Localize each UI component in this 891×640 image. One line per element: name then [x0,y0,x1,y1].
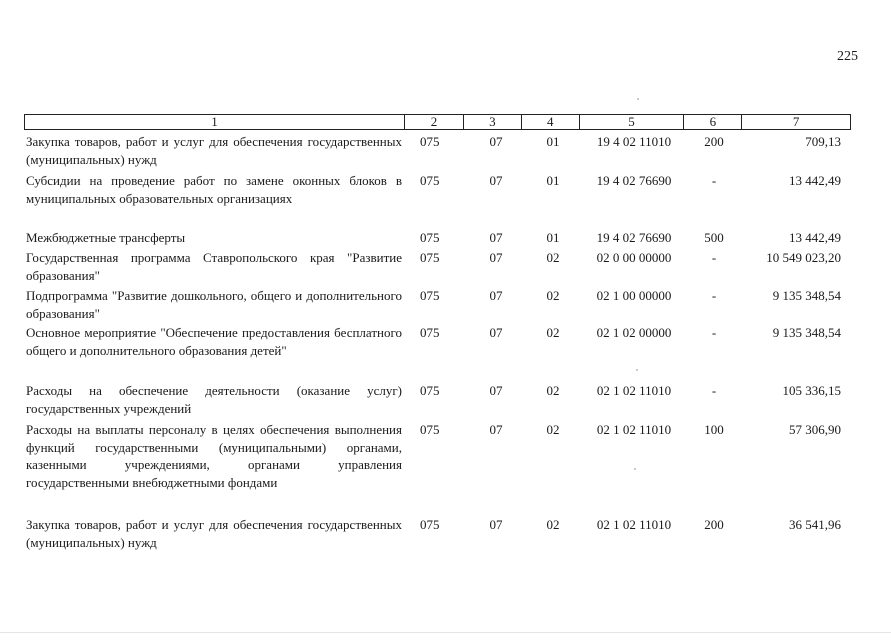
cell-section: 07 [489,250,503,265]
cell-expense-type: - [711,325,717,340]
cell-amount: 36 541,96 [789,517,841,532]
cell-expense-type: 500 [704,230,724,245]
cell-section: 07 [489,288,503,303]
cell-amount: 9 135 348,54 [772,325,841,340]
cell-ministry-code: 075 [420,422,440,437]
table-header [24,114,851,130]
cell-section: 07 [489,422,503,437]
cell-ministry-code: 075 [420,517,440,532]
cell-expense-type: - [711,288,717,303]
cell-section: 07 [489,325,503,340]
cell-subsection: 02 [546,517,560,532]
cell-target-article: 02 1 02 11010 [596,422,672,437]
cell-amount: 13 442,49 [789,230,841,245]
cell-target-article: 02 1 00 00000 [596,288,672,303]
cell-ministry-code: 075 [420,383,440,398]
column-header-1: 1 [211,114,218,129]
cell-amount: 10 549 023,20 [766,250,841,265]
cell-amount: 105 336,15 [782,383,841,398]
column-header-3: 3 [463,115,521,129]
cell-expense-type: 200 [704,517,724,532]
column-header-5: 5 [579,115,684,129]
cell-ministry-code: 075 [420,134,440,149]
page-number: 225 [837,49,858,64]
cell-expense-type: - [711,383,717,398]
cell-subsection: 01 [546,230,560,245]
cell-subsection: 02 [546,422,560,437]
cell-subsection: 02 [546,288,560,303]
cell-target-article: 02 1 02 00000 [596,325,672,340]
cell-target-article: 19 4 02 76690 [596,230,672,245]
cell-target-article: 02 1 02 11010 [596,383,672,398]
cell-amount: 13 442,49 [789,173,841,188]
cell-subsection: 01 [546,134,560,149]
row-description: Основное мероприятие "Обеспечение предоставления бесплатного общего и дополнительного образования детей" [26,325,402,358]
cell-ministry-code: 075 [420,173,440,188]
scan-speck [634,468,636,470]
row-description: Закупка товаров, работ и услуг для обеспечения государственных (муниципальных) нужд [26,517,402,550]
column-header-2: 2 [404,115,463,129]
cell-target-article: 19 4 02 76690 [596,173,672,188]
cell-section: 07 [489,230,503,245]
row-description: Межбюджетные трансферты [26,230,186,245]
cell-expense-type: - [711,173,717,188]
row-description: Закупка товаров, работ и услуг для обеспечения государственных (муниципальных) нужд [26,134,402,167]
row-description: Субсидии на проведение работ по замене оконных блоков в муниципальных образовательных организациях [26,173,402,206]
row-description: Расходы на обеспечение деятельности (оказание услуг) государственных учреждений [26,383,402,416]
cell-ministry-code: 075 [420,230,440,245]
row-description: Расходы на выплаты персоналу в целях обеспечения выполнения функций государственными (муниципальными) органами, казенными учреждениями, органами управления государственными внебюджетными фондами [26,422,402,490]
cell-subsection: 02 [546,383,560,398]
cell-target-article: 19 4 02 11010 [596,134,672,149]
scan-edge-line [0,632,891,633]
cell-amount: 57 306,90 [789,422,841,437]
cell-target-article: 02 0 00 00000 [596,250,672,265]
cell-section: 07 [489,517,503,532]
row-description: Подпрограмма "Развитие дошкольного, общего и дополнительного образования" [26,288,402,321]
column-header-6: 6 [683,115,741,129]
column-header-4: 4 [521,115,579,129]
scan-speck [637,98,639,100]
cell-ministry-code: 075 [420,288,440,303]
cell-ministry-code: 075 [420,250,440,265]
cell-amount: 709,13 [805,134,841,149]
scan-speck [636,369,638,371]
cell-amount: 9 135 348,54 [772,288,841,303]
cell-expense-type: 200 [704,134,724,149]
cell-section: 07 [489,383,503,398]
cell-subsection: 01 [546,173,560,188]
cell-expense-type: 100 [704,422,724,437]
cell-target-article: 02 1 02 11010 [596,517,672,532]
cell-section: 07 [489,134,503,149]
column-header-7: 7 [741,115,850,129]
cell-ministry-code: 075 [420,325,440,340]
cell-subsection: 02 [546,250,560,265]
cell-subsection: 02 [546,325,560,340]
cell-expense-type: - [711,250,717,265]
cell-section: 07 [489,173,503,188]
row-description: Государственная программа Ставропольского края "Развитие образования" [26,250,402,283]
